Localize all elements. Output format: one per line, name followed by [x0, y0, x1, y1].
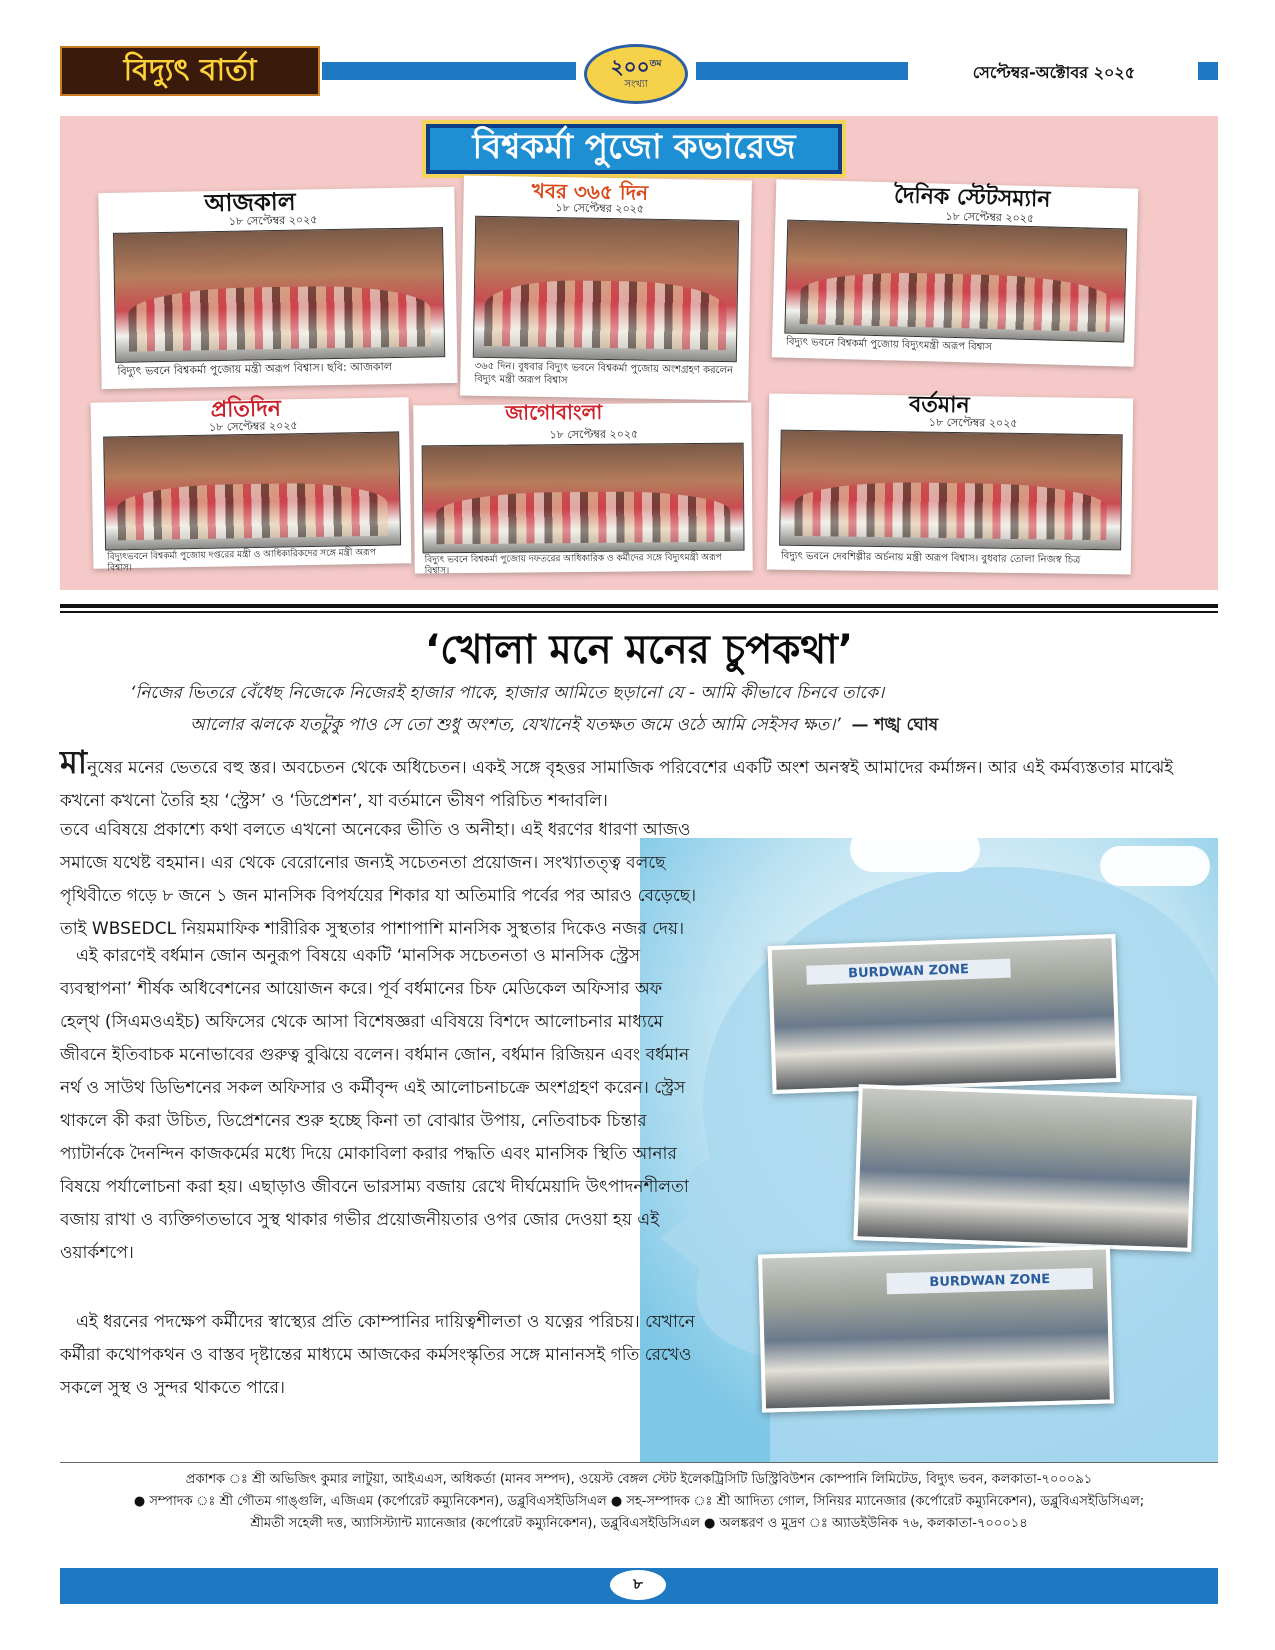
header-rule-left	[322, 62, 576, 80]
clip-date: ১৮ সেপ্টেম্বর ২০২৫	[555, 201, 645, 216]
printer-line: শ্রীমতী সহেলী দত্ত, অ্যাসিস্ট্যান্ট ম্যানেজার (কর্পোরেট কম্যুনিকেশন), ডব্লুবিএসইডিসিএল ● অলঙ্করণ ও মুদ্রণ ঃ অ্যাডইউনিক ৭৬, কলকাতা-৭০০০১৪	[250, 1516, 1028, 1531]
issue-badge	[584, 44, 688, 104]
clip-date: ১৮ সেপ্টেম্বর ২০২৫	[945, 209, 1035, 226]
news-clip-jago-bangla	[413, 399, 752, 577]
header-rule-right	[696, 62, 908, 80]
workshop-photo-3	[758, 1245, 1114, 1412]
footer-rule	[60, 1462, 1218, 1463]
cloud-decoration	[850, 826, 980, 872]
editor-line: ● সম্পাদক ঃ শ্রী গৌতম গাঙ্গুলি, এজিএম (কর্পোরেট কম্যুনিকেশন), ডব্লুবিএসইডিসিএল ● সহ-সম্পাদক ঃ শ্রী আদিত্য গোল, সিনিয়র ম্যানেজার (কর্পোরেট কম্যুনিকেশন), ডব্লুবিএসইডিসিএল;	[133, 1494, 1145, 1509]
clip-photo	[473, 216, 739, 363]
drop-cap: মা	[60, 743, 88, 781]
clip-paper-name: আজকাল	[204, 186, 296, 218]
clip-paper-name: জাগোবাংলা	[505, 399, 603, 425]
header-rule-end	[1198, 62, 1218, 80]
section-rule	[60, 604, 1218, 608]
clip-date: ১৮ সেপ্টেম্বর ২০২৫	[208, 419, 298, 434]
article-paragraph-1	[60, 743, 1218, 818]
clip-caption: বিদ্যুৎ ভবনে বিশ্বকর্মা পুজোয় মন্ত্রী অরূপ বিশ্বাস। ছবি: আজকাল	[117, 360, 393, 378]
clip-paper-name: প্রতিদিন	[210, 395, 282, 423]
paragraph-text: এই ধরনের পদক্ষেপ কর্মীদের স্বাস্থ্যের প্রতি কোম্পানির দায়িত্বশীলতা ও যত্নের পরিচয়। যেখানে কর্মীরা কথোপকথন ও বাস্তব দৃষ্টান্তের মাধ্যমে আজকের কর্মসংস্কৃতির সঙ্গে মানানসই গতি রেখেও সকলে সুস্থ ও সুন্দর থাকতে পারে।	[60, 1312, 695, 1398]
clip-date: ১৮ সেপ্টেম্বর ২০২৫	[549, 427, 639, 442]
cloud-decoration	[1100, 846, 1210, 886]
badge-number: ২০০	[610, 54, 650, 79]
issue-date: সেপ্টেম্বর-অক্টোবর ২০২৫	[972, 63, 1136, 82]
masthead-text: বিদ্যুৎ বার্তা	[123, 52, 257, 88]
masthead-logo	[60, 46, 320, 96]
clip-paper-name: বর্তমান	[908, 391, 970, 419]
section-rule-thin	[60, 611, 1218, 613]
photo-banner: BURDWAN ZONE	[806, 958, 1011, 985]
epigraph-author: — শঙ্খ ঘোষ	[851, 715, 939, 735]
epigraph-line-2	[190, 712, 1220, 740]
clip-caption: বিদ্যুৎ ভবনে বিশ্বকর্মা পুজোয় দফতরের আধিকারিক ও কর্মীদের সঙ্গে বিদ্যুৎমন্ত্রী অরূপ বিশ্বাস।	[424, 552, 722, 577]
clip-photo	[784, 220, 1127, 343]
news-clip-pratidin	[91, 395, 412, 574]
workshop-photo-1	[768, 934, 1121, 1094]
clip-caption: বিদ্যুৎভবনে বিশ্বকর্মা পুজোয় দপ্তরের মন্ত্রী ও আধিকারিকদের সঙ্গে মন্ত্রী অরূপ বিশ্বাস।	[107, 547, 376, 574]
news-clip-bartaman	[767, 393, 1133, 574]
workshop-photo-2	[853, 1084, 1196, 1252]
paragraph-text: তবে এবিষয়ে প্রকাশ্যে কথা বলতে এখনো অনেকের ভীতি ও অনীহা। এই ধরণের ধারণা আজও সমাজে যথেষ্ট বহমান। এর থেকে বেরোনোর জন্যই সচেতনতা প্রয়োজন। সংখ্যাতত্ত্ব বলছে পৃথিবীতে গড়ে ৮ জনে ১ জন মানসিক বিপর্যয়ের শিকার যা অতিমারি পর্বের পর আরও বেড়েছে। তাই WBSEDCL নিয়মমাফিক শারীরিক সুস্থতার পাশাপাশি মানসিক সুস্থতার দিকেও নজর দেয়।	[60, 820, 697, 939]
publisher-line: প্রকাশক ঃ শ্রী অভিজিৎ কুমার লাটুয়া, আইএএস, অধিকর্তা (মানব সম্পদ), ওয়েস্ট বেঙ্গল স্টেট ইলেকট্রিসিটি ডিস্ট্রিবিউশন কোম্পানি লিমিটেড, বিদ্যুৎ ভবন, কলকাতা-৭০০০৯১	[185, 1472, 1093, 1487]
badge-suffix: তম	[649, 59, 662, 70]
clip-photo	[113, 227, 445, 363]
clip-caption: বিদ্যুৎ ভবনে বিশ্বকর্মা পুজোয় বিদ্যুৎমন্ত্রী অরূপ বিশ্বাস	[785, 336, 992, 353]
article-paragraph-2	[60, 814, 700, 946]
clip-paper-name: খবর ৩৬৫ দিন	[531, 178, 649, 205]
clip-photo	[779, 430, 1123, 551]
paragraph-text: এই কারণেই বর্ধমান জোন অনুরূপ বিষয়ে একটি ‘মানসিক সচেতনতা ও মানসিক স্ট্রেস ব্যবস্থাপনা’ শীর্ষক অধিবেশনের আয়োজন করে। পূর্ব বর্ধমানের চিফ মেডিকেল অফিসার অফ হেল্থ (সিএমওএইচ) অফিসের থেকে আসা বিশেষজ্ঞরা এবিষয়ে বিশদে আলোচনার মাধ্যমে জীবনে ইতিবাচক মনোভাবের গুরুত্ব বুঝিয়ে বলেন। বর্ধমান জোন, বর্ধমান রিজিয়ন এবং বর্ধমান নর্থ ও সাউথ ডিভিশনের সকল অফিসার ও কর্মীবৃন্দ এই আলোচনাচক্রে অংশগ্রহণ করেন। স্ট্রেস থাকলে কী করা উচিত, ডিপ্রেশনের শুরু হচ্ছে কিনা তা বোঝার উপায়, নেতিবাচক চিন্তার প্যাটার্নকে দৈনন্দিন কাজকর্মের মধ্যে দিয়ে মোকাবিলা করার পদ্ধতি এবং মানসিক স্থিতি আনার বিষয়ে পর্যালোচনা করা হয়। এছাড়াও জীবনে ভারসাম্য বজায় রেখে দীর্ঘমেয়াদি উৎপাদনশীলতা বজায় রাখা ও ব্যক্তিগতভাবে সুস্থ থাকার গভীর প্রয়োজনীয়তার ওপর জোর দেওয়া হয় এই ওয়ার্কশপে।	[60, 946, 690, 1263]
coverage-title-box	[422, 120, 846, 178]
article-headline: ‘খোলা মনে মনের চুপকথা’	[424, 627, 854, 673]
clip-caption: ৩৬৫ দিন। বুধবার বিদ্যুৎ ভবনে বিশ্বকর্মা পুজোয় অংশগ্রহণ করলেন বিদ্যুৎ মন্ত্রী অরূপ বিশ্বাস	[474, 360, 734, 387]
news-clip-365-din	[460, 176, 752, 401]
article-paragraph-4	[60, 1306, 700, 1405]
clip-caption: বিদ্যুৎ ভবনে দেবশিল্পীর অর্চনায় মন্ত্রী অরূপ বিশ্বাস। বুধবার তোলা নিজস্ব চিত্র	[780, 550, 1081, 566]
clip-date: ১৮ সেপ্টেম্বর ২০২৫	[928, 415, 1018, 430]
epigraph-line-1: ‘নিজের ভিতরে বেঁধেছ নিজেকে নিজেরই হাজার পাকে, হাজার আমিতে ছড়ানো যে - আমি কীভাবে চিনবে তাকে।	[130, 683, 885, 703]
clip-date: ১৮ সেপ্টেম্বর ২০২৫	[228, 213, 318, 228]
article-paragraph-3	[60, 940, 700, 1270]
badge-label: সংখ্যা	[624, 78, 648, 90]
photo-banner: BURDWAN ZONE	[886, 1268, 1093, 1294]
page-number: ৮	[610, 1570, 666, 1600]
coverage-title: বিশ্বকর্মা পুজো কভারেজ	[472, 126, 796, 167]
news-clip-statesman	[772, 179, 1139, 366]
news-clip-ajkaal	[98, 187, 457, 389]
clip-photo	[103, 431, 401, 550]
clip-photo	[422, 443, 745, 554]
paragraph-text: নুষের মনের ভেতরে বহু স্তর। অবচেতন থেকে অধিচেতন। একই সঙ্গে বৃহত্তর সামাজিক পরিবেশের একটি অংশ অনস্বই আমাদের কর্মাঙ্গন। আর এই কর্মব্যস্ততার মাঝেই কখনো কখনো তৈরি হয় ‘স্ট্রেস’ ও ‘ডিপ্রেশন’, যা বর্তমানে ভীষণ পরিচিত শব্দাবলি।	[60, 758, 1174, 811]
epigraph-line-2-text: আলোর ঝলকে যতটুকু পাও সে তো শুধু অংশত, যেখানেই যতক্ষত জমে ওঠে আমি সেইসব ক্ষত।’	[190, 715, 841, 735]
clip-paper-name: দৈনিক স্টেটসম্যান	[893, 182, 1051, 213]
